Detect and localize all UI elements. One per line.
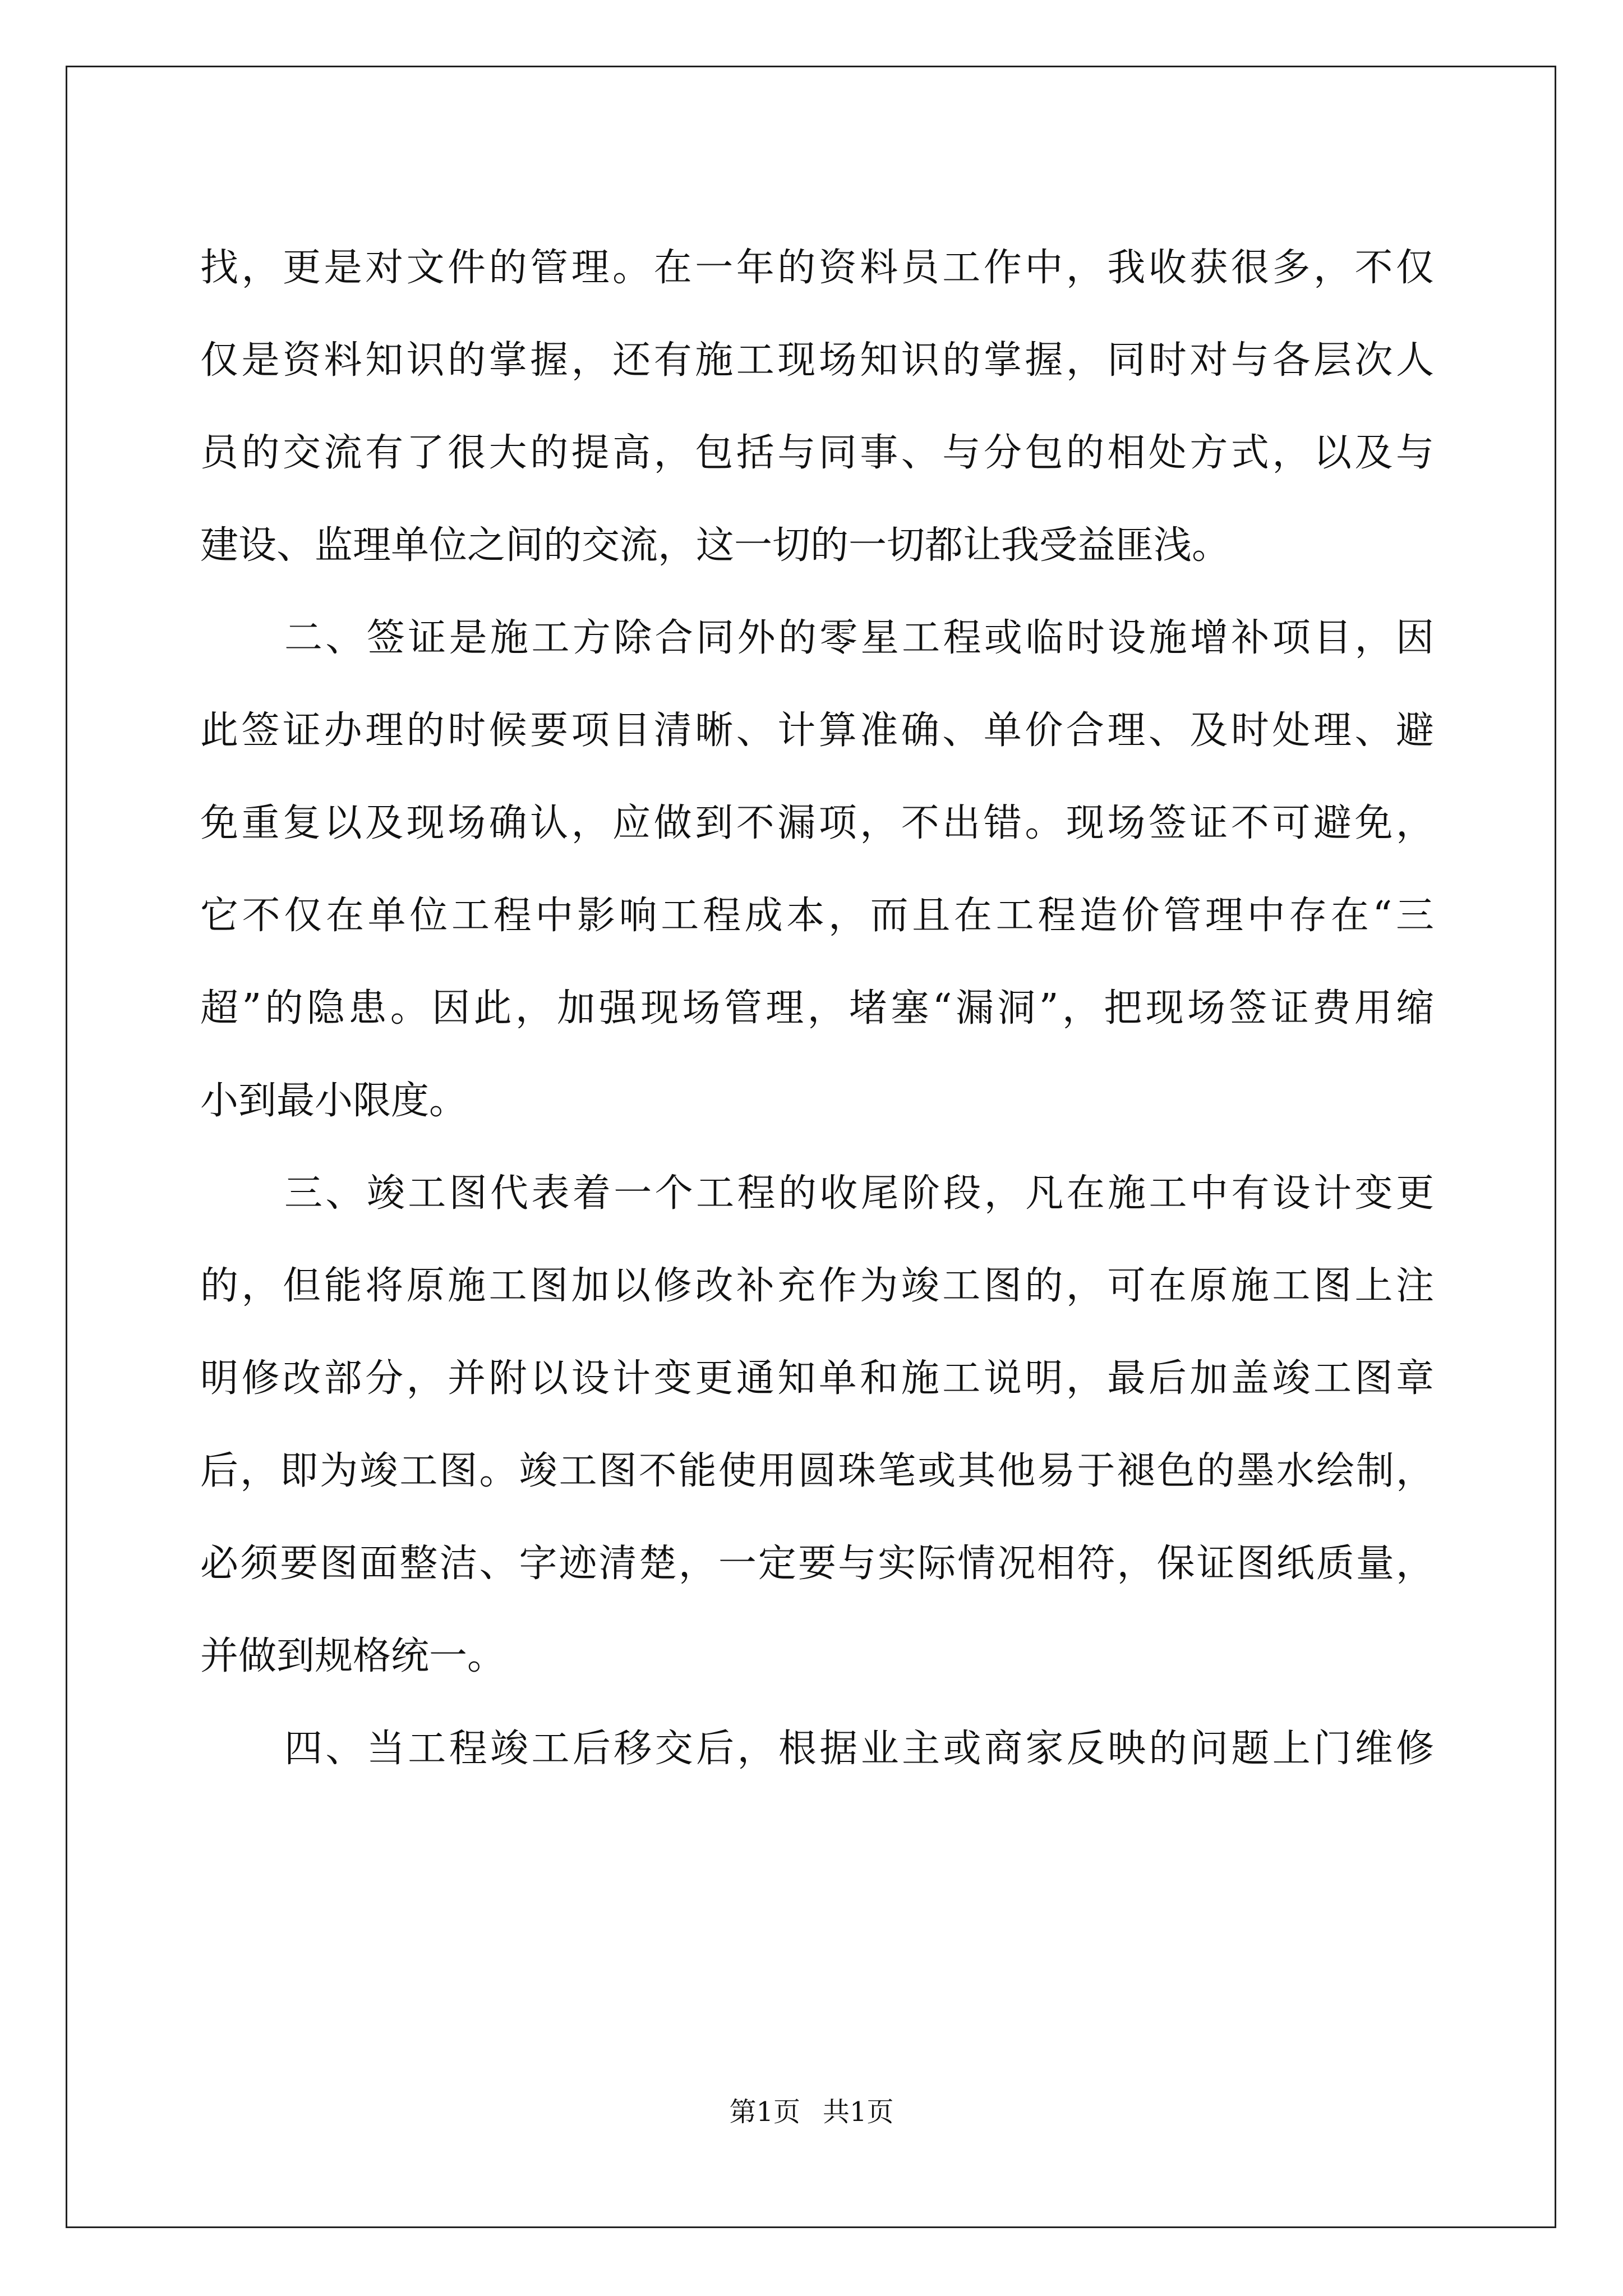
text-line: 二、签证是施工方除合同外的零星工程或临时设施增补项目，因	[284, 616, 1434, 660]
text-line: 建设、监理单位之间的交流，这一切的一切都让我受益匪浅。	[200, 523, 1230, 568]
text-line: 必须要图面整洁、字迹清楚，一定要与实际情况相符，保证图纸质量，	[200, 1542, 1434, 1586]
text-line: 仅是资料知识的掌握，还有施工现场知识的掌握，同时对与各层次人	[200, 338, 1434, 383]
text-line: 它不仅在单位工程中影响工程成本，而且在工程造价管理中存在“三	[200, 894, 1434, 938]
text-line: 免重复以及现场确认，应做到不漏项，不出错。现场签证不可避免，	[200, 801, 1434, 845]
text-line: 三、竣工图代表着一个工程的收尾阶段，凡在施工中有设计变更	[284, 1171, 1434, 1216]
page-number-total: 共1页	[823, 2096, 894, 2128]
text-line: 的，但能将原施工图加以修改补充作为竣工图的，可在原施工图上注	[200, 1264, 1434, 1308]
text-line: 小到最小限度。	[200, 1079, 468, 1123]
text-line: 明修改部分，并附以设计变更通知单和施工说明，最后加盖竣工图章	[200, 1356, 1434, 1401]
text-line: 员的交流有了很大的提高，包括与同事、与分包的相处方式，以及与	[200, 431, 1434, 475]
body-text	[200, 222, 1434, 1795]
page-footer	[0, 2095, 1623, 2129]
text-line: 四、当工程竣工后移交后，根据业主或商家反映的问题上门维修	[284, 1727, 1434, 1771]
page-number-current: 第1页	[729, 2096, 800, 2128]
text-line: 后，即为竣工图。竣工图不能使用圆珠笔或其他易于褪色的墨水绘制，	[200, 1449, 1434, 1493]
text-line: 找，更是对文件的管理。在一年的资料员工作中，我收获很多，不仅	[200, 246, 1434, 290]
text-line: 并做到规格统一。	[200, 1634, 506, 1678]
text-line: 超”的隐患。因此，加强现场管理，堵塞“漏洞”，把现场签证费用缩	[200, 986, 1434, 1030]
text-line: 此签证办理的时候要项目清晰、计算准确、单价合理、及时处理、避	[200, 708, 1434, 753]
